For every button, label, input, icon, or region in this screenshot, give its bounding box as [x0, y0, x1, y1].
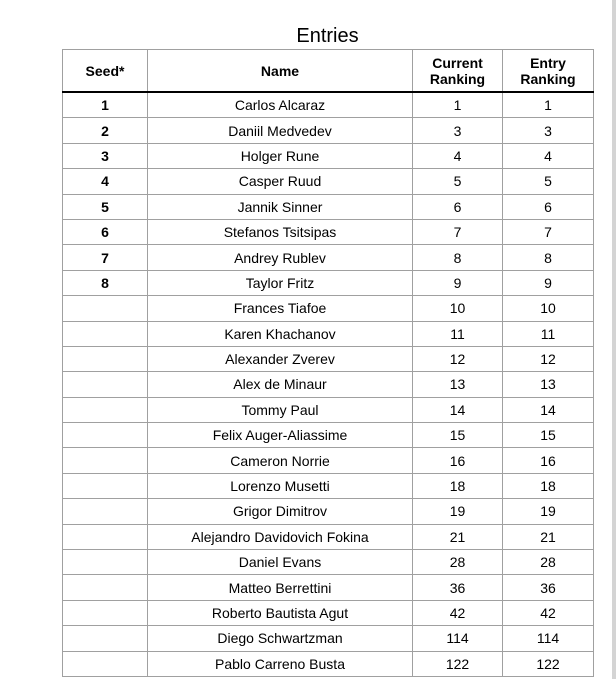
player-name-cell: Daniel Evans: [148, 550, 413, 575]
table-row: [63, 473, 594, 498]
current-ranking-header: [413, 50, 503, 93]
player-name-cell: Andrey Rublev: [148, 245, 413, 270]
table-row: [63, 651, 594, 676]
entry-ranking-cell: 13: [503, 372, 594, 397]
entry-ranking-cell: 7: [503, 219, 594, 244]
seed-cell: 1: [63, 92, 148, 118]
current-ranking-cell: 14: [413, 397, 503, 422]
player-name-cell: Roberto Bautista Agut: [148, 600, 413, 625]
name-header: Name: [148, 50, 413, 93]
seed-cell: [63, 550, 148, 575]
entry-ranking-cell: 42: [503, 600, 594, 625]
seed-cell: [63, 296, 148, 321]
current-ranking-cell: 21: [413, 524, 503, 549]
table-row: [63, 550, 594, 575]
entry-ranking-cell: 12: [503, 346, 594, 371]
player-name-cell: Alejandro Davidovich Fokina: [148, 524, 413, 549]
current-ranking-cell: 16: [413, 448, 503, 473]
entry-ranking-cell: 15: [503, 423, 594, 448]
current-ranking-cell: 11: [413, 321, 503, 346]
entry-ranking-cell: 11: [503, 321, 594, 346]
current-ranking-cell: 42: [413, 600, 503, 625]
player-name-cell: Tommy Paul: [148, 397, 413, 422]
entry-ranking-cell: 16: [503, 448, 594, 473]
current-ranking-cell: 15: [413, 423, 503, 448]
player-name-cell: Carlos Alcaraz: [148, 92, 413, 118]
entry-ranking-cell: 21: [503, 524, 594, 549]
entry-ranking-cell: 6: [503, 194, 594, 219]
current-ranking-cell: 13: [413, 372, 503, 397]
seed-cell: [63, 575, 148, 600]
entry-ranking-cell: 10: [503, 296, 594, 321]
entry-ranking-cell: 19: [503, 499, 594, 524]
entry-ranking-cell: 114: [503, 626, 594, 651]
current-ranking-cell: 12: [413, 346, 503, 371]
table-row: [63, 626, 594, 651]
current-ranking-cell: 4: [413, 143, 503, 168]
entry-ranking-cell: 28: [503, 550, 594, 575]
seed-cell: 2: [63, 118, 148, 143]
seed-cell: 8: [63, 270, 148, 295]
seed-cell: [63, 448, 148, 473]
seed-cell: 7: [63, 245, 148, 270]
player-name-cell: Stefanos Tsitsipas: [148, 219, 413, 244]
table-row: [63, 575, 594, 600]
player-name-cell: Jannik Sinner: [148, 194, 413, 219]
table-row: [63, 219, 594, 244]
seed-cell: 6: [63, 219, 148, 244]
entry-ranking-cell: 14: [503, 397, 594, 422]
seed-cell: [63, 626, 148, 651]
seed-cell: 3: [63, 143, 148, 168]
table-row: [63, 499, 594, 524]
current-ranking-cell: 3: [413, 118, 503, 143]
player-name-cell: Cameron Norrie: [148, 448, 413, 473]
entry-ranking-cell: 122: [503, 651, 594, 676]
table-row: [63, 397, 594, 422]
current-ranking-cell: 8: [413, 245, 503, 270]
seed-cell: [63, 346, 148, 371]
current-ranking-cell: 122: [413, 651, 503, 676]
seed-header: Seed*: [63, 50, 148, 93]
seed-cell: [63, 651, 148, 676]
entry-ranking-cell: 3: [503, 118, 594, 143]
seed-cell: [63, 473, 148, 498]
entry-ranking-cell: 18: [503, 473, 594, 498]
table-row: [63, 92, 594, 118]
player-name-cell: Karen Khachanov: [148, 321, 413, 346]
entry-ranking-cell: 8: [503, 245, 594, 270]
player-name-cell: Taylor Fritz: [148, 270, 413, 295]
player-name-cell: Grigor Dimitrov: [148, 499, 413, 524]
player-name-cell: Daniil Medvedev: [148, 118, 413, 143]
entry-ranking-cell: 4: [503, 143, 594, 168]
current-ranking-cell: 19: [413, 499, 503, 524]
player-name-cell: Casper Ruud: [148, 169, 413, 194]
player-name-cell: Diego Schwartzman: [148, 626, 413, 651]
table-row: [63, 194, 594, 219]
entry-ranking-header: [503, 50, 594, 93]
table-row: [63, 296, 594, 321]
player-name-cell: Alexander Zverev: [148, 346, 413, 371]
current-ranking-cell: 5: [413, 169, 503, 194]
seed-cell: [63, 423, 148, 448]
table-row: [63, 321, 594, 346]
entry-ranking-cell: 1: [503, 92, 594, 118]
current-ranking-cell: 10: [413, 296, 503, 321]
table-row: [63, 600, 594, 625]
table-row: [63, 143, 594, 168]
player-name-cell: Lorenzo Musetti: [148, 473, 413, 498]
seed-cell: 5: [63, 194, 148, 219]
current-ranking-header-text: Current Ranking: [429, 54, 486, 87]
table-row: [63, 423, 594, 448]
player-name-cell: Pablo Carreno Busta: [148, 651, 413, 676]
seed-cell: [63, 321, 148, 346]
table-row: [63, 524, 594, 549]
entry-ranking-header-text: Entry Ranking: [520, 54, 576, 87]
table-row: [63, 245, 594, 270]
entry-ranking-cell: 5: [503, 169, 594, 194]
current-ranking-cell: 1: [413, 92, 503, 118]
player-name-cell: Matteo Berrettini: [148, 575, 413, 600]
seed-cell: [63, 524, 148, 549]
seed-cell: [63, 600, 148, 625]
current-ranking-cell: 114: [413, 626, 503, 651]
table-title: Entries: [296, 25, 359, 47]
seed-cell: [63, 397, 148, 422]
table-row: [63, 372, 594, 397]
header-row: [63, 50, 594, 93]
entry-ranking-cell: 9: [503, 270, 594, 295]
current-ranking-cell: 18: [413, 473, 503, 498]
table-row: [63, 448, 594, 473]
seed-cell: [63, 499, 148, 524]
table-row: [63, 118, 594, 143]
current-ranking-cell: 7: [413, 219, 503, 244]
current-ranking-cell: 28: [413, 550, 503, 575]
table-row: [63, 169, 594, 194]
current-ranking-cell: 9: [413, 270, 503, 295]
player-name-cell: Alex de Minaur: [148, 372, 413, 397]
table-row: [63, 346, 594, 371]
current-ranking-cell: 36: [413, 575, 503, 600]
table-row: [63, 270, 594, 295]
player-name-cell: Holger Rune: [148, 143, 413, 168]
seed-cell: 4: [63, 169, 148, 194]
player-name-cell: Felix Auger-Aliassime: [148, 423, 413, 448]
current-ranking-cell: 6: [413, 194, 503, 219]
entry-ranking-cell: 36: [503, 575, 594, 600]
entries-body: [63, 92, 594, 676]
seed-cell: [63, 372, 148, 397]
player-name-cell: Frances Tiafoe: [148, 296, 413, 321]
entries-table: [62, 49, 594, 677]
